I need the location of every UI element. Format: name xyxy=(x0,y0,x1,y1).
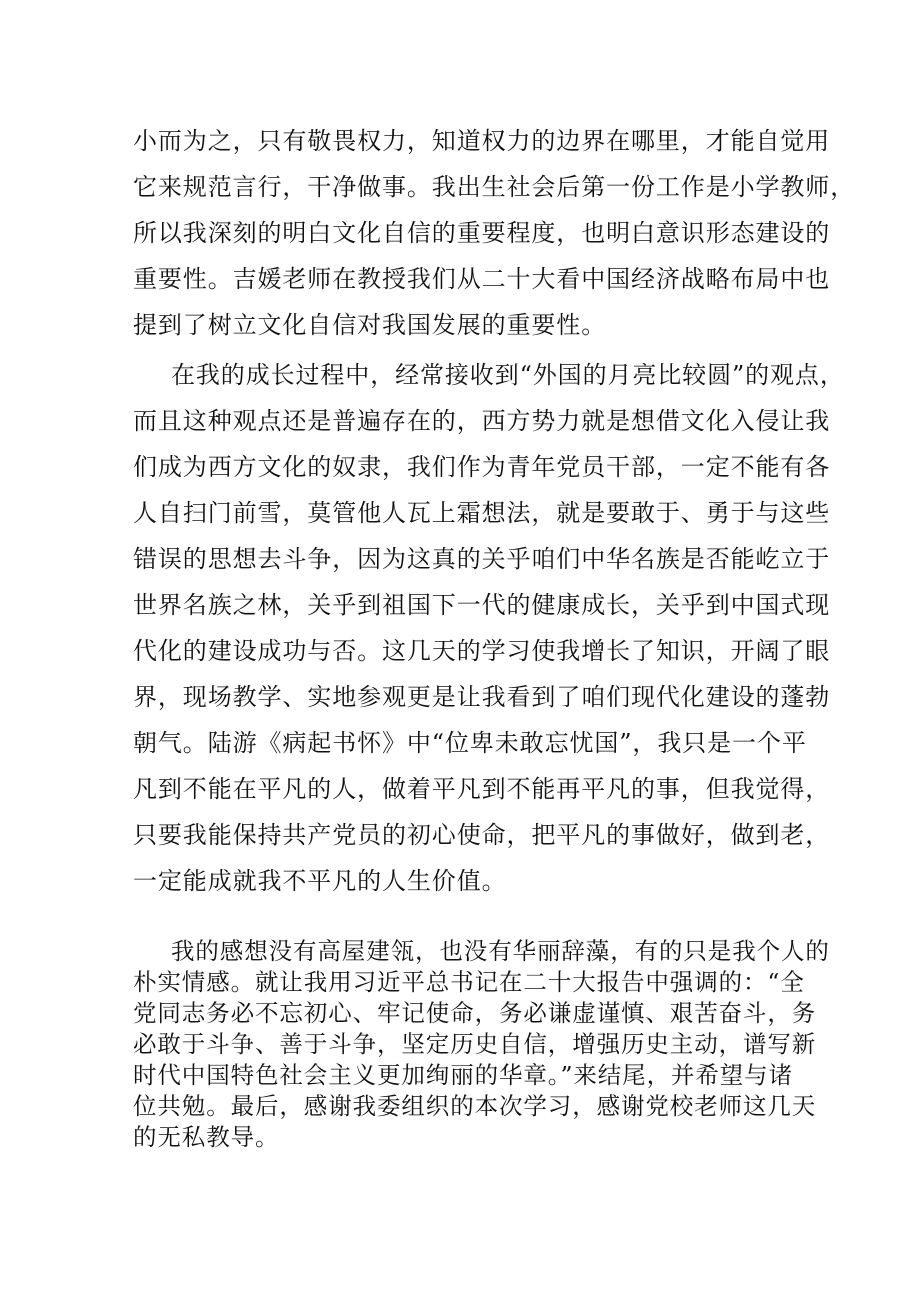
paragraph-line: 世界名族之林，关乎到祖国下一代的健康成长，关乎到中国式现 xyxy=(133,591,831,619)
paragraph-line: 只要我能保持共产党员的初心使命，把平凡的事做好，做到老， xyxy=(133,821,831,849)
paragraph-line: 提到了树立文化自信对我国发展的重要性。 xyxy=(133,311,607,339)
paragraph-2 xyxy=(133,352,845,904)
paragraph-line: 一定能成就我不平凡的人生价值。 xyxy=(133,867,507,895)
paragraph-line: 代化的建设成功与否。这几天的学习使我增长了知识，开阔了眼 xyxy=(133,637,831,665)
paragraph-line: 人自扫门前雪，莫管他人瓦上霜想法，就是要敢于、勇于与这些 xyxy=(133,499,831,527)
paragraph-line: 的无私教导。 xyxy=(133,1123,280,1151)
paragraph-line: 位共勉。最后，感谢我委组织的本次学习，感谢党校老师这几天 xyxy=(133,1092,817,1120)
paragraph-3 xyxy=(133,936,830,1153)
paragraph-1 xyxy=(133,118,856,348)
paragraph-line: 界，现场教学、实地参观更是让我看到了咱们现代化建设的蓬勃 xyxy=(133,683,831,711)
paragraph-line: 朝气。陆游《病起书怀》中“位卑未敢忘忧国”，我只是一个平 xyxy=(133,729,807,757)
paragraph-line: 它来规范言行，干净做事。我出生社会后第一份工作是小学教师， xyxy=(133,173,856,201)
paragraph-line: 而且这种观点还是普遍存在的，西方势力就是想借文化入侵让我 xyxy=(133,407,831,435)
paragraph-line: 我的感想没有高屋建瓴，也没有华丽辞藻，有的只是我个人的 xyxy=(171,937,830,965)
paragraph-line: 重要性。吉媛老师在教授我们从二十大看中国经济战略布局中也 xyxy=(133,265,831,293)
paragraph-line: 必敢于斗争、善于斗争，坚定历史自信，增强历史主动，谱写新 xyxy=(133,1030,817,1058)
paragraph-line: 所以我深刻的明白文化自信的重要程度，也明白意识形态建设的 xyxy=(133,219,831,247)
paragraph-line: 时代中国特色社会主义更加绚丽的华章。”来结尾，并希望与诸 xyxy=(133,1061,793,1089)
paragraph-line: 们成为西方文化的奴隶，我们作为青年党员干部，一定不能有各 xyxy=(133,453,831,481)
paragraph-line: 错误的思想去斗争，因为这真的关乎咱们中华名族是否能屹立于 xyxy=(133,545,831,573)
paragraph-line: 朴实情感。就让我用习近平总书记在二十大报告中强调的：“全 xyxy=(133,968,805,996)
paragraph-line: 党同志务必不忘初心、牢记使命，务必谦虚谨慎、艰苦奋斗，务 xyxy=(133,999,817,1027)
paragraph-line: 在我的成长过程中，经常接收到“外国的月亮比较圆”的观点， xyxy=(171,361,845,389)
paragraph-line: 凡到不能在平凡的人，做着平凡到不能再平凡的事，但我觉得， xyxy=(133,775,831,803)
paragraph-line: 小而为之，只有敬畏权力，知道权力的边界在哪里，才能自觉用 xyxy=(133,127,831,155)
